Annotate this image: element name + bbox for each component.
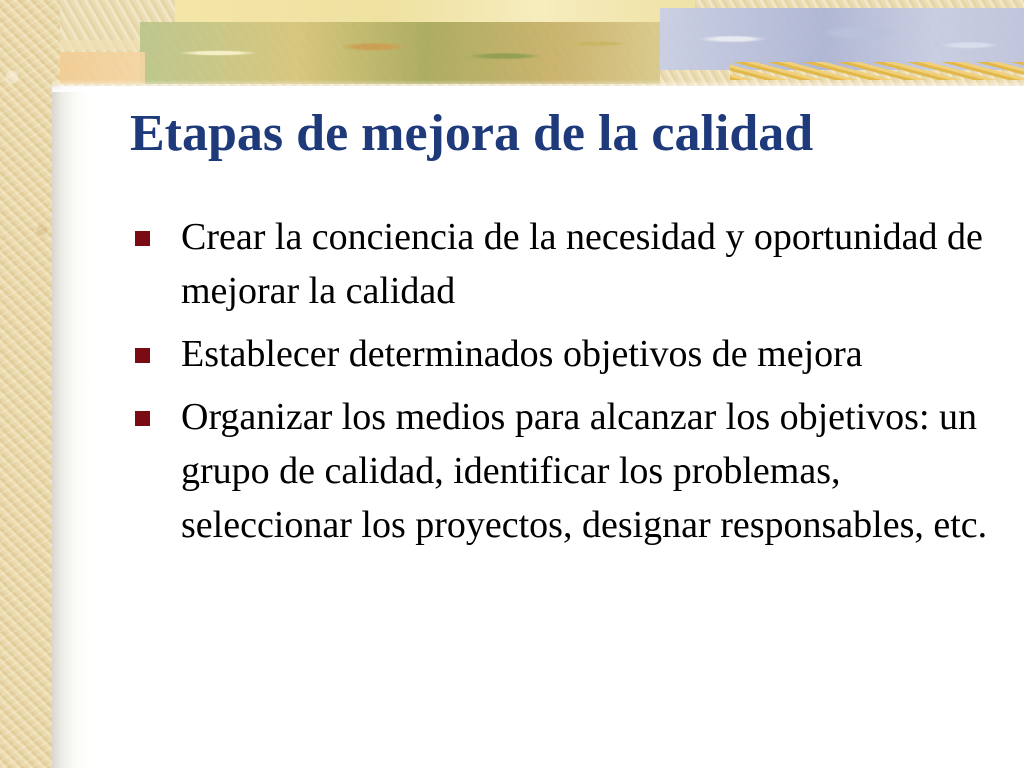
bullet-list [130,210,990,561]
bullet-text: Organizar los medios para alcanzar los objetivos: un grupo de calidad, identificar los problemas, seleccionar los proyectos, designar responsables, etc. [181,396,988,546]
decorative-blue-image [660,8,1024,70]
slide-title: Etapas de mejora de la calidad [130,105,814,162]
decorative-left-texture-overlay [0,0,60,768]
bullet-item [130,327,990,381]
bullet-item [130,390,990,552]
decorative-wheat-strip [730,62,1024,80]
square-bullet-icon [135,411,150,426]
bullet-item [130,210,990,318]
bullet-text: Crear la conciencia de la necesidad y oportunidad de mejorar la calidad [181,216,983,312]
content-panel-fade [52,80,1024,92]
bullet-text: Establecer determinados objetivos de mejora [181,333,863,375]
decorative-leaf-image [140,22,660,84]
square-bullet-icon [135,231,150,246]
square-bullet-icon [135,348,150,363]
decorative-gold-strip [175,0,695,22]
